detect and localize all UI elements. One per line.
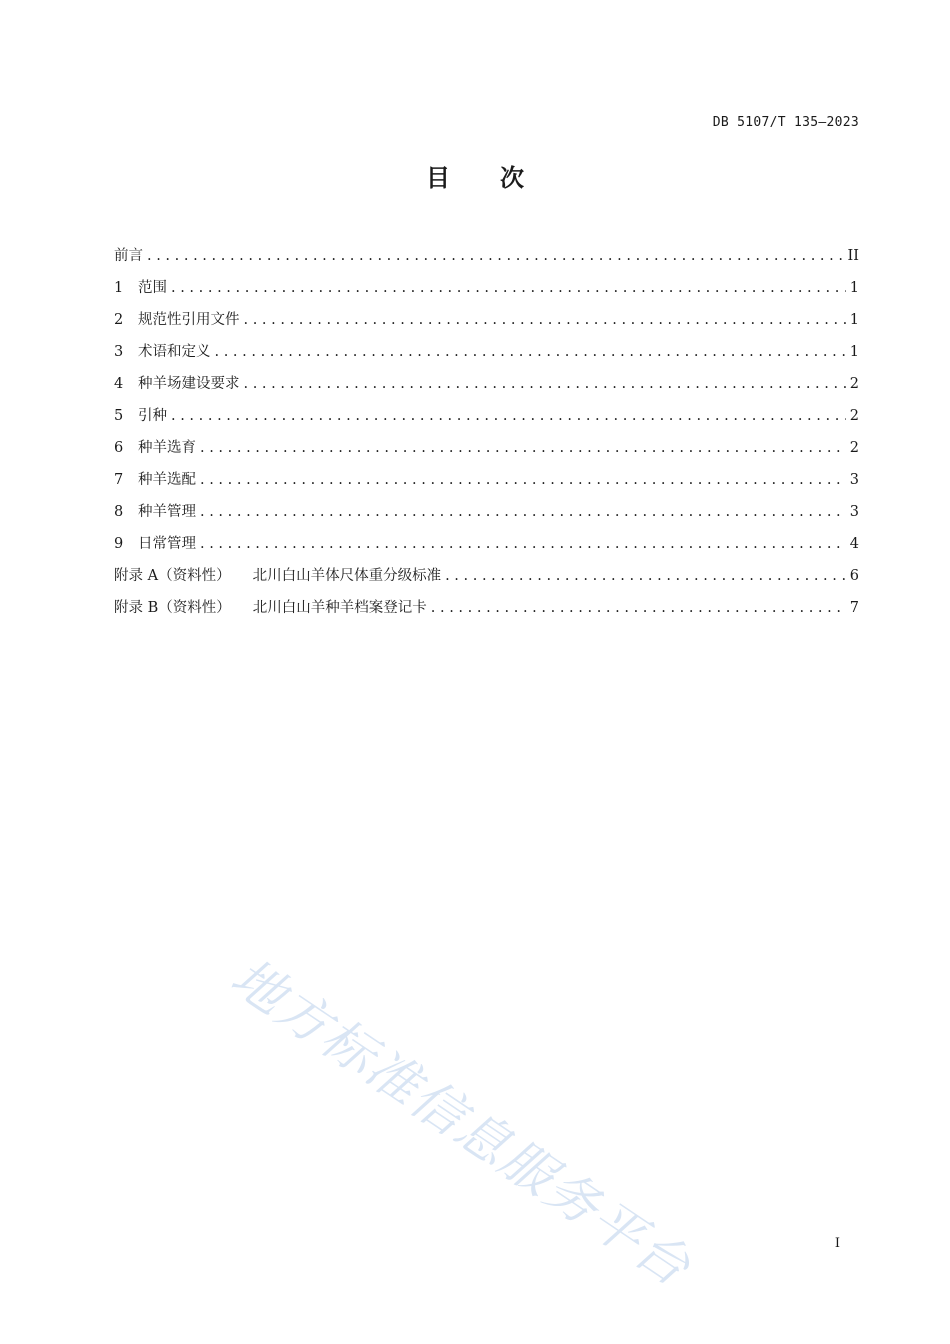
toc-entry-2[interactable] [114, 309, 859, 341]
watermark: 地方标准信息服务平台 [220, 947, 702, 1299]
toc-entry-appendix-b[interactable] [114, 597, 859, 629]
toc-dot-leader [200, 437, 846, 459]
toc-dot-leader [200, 501, 846, 523]
toc-entry-label: 范围 [138, 280, 167, 296]
toc-dot-leader [147, 245, 844, 267]
toc-entry-page: 3 [849, 472, 859, 488]
toc-entry-number: 8 [114, 504, 124, 520]
toc-entry-label: 种羊管理 [138, 504, 196, 520]
toc-entry-appendix-prefix: 附录 A（资料性） [114, 568, 231, 584]
toc-entry-number: 9 [114, 536, 124, 552]
toc-entry-8[interactable] [114, 501, 859, 533]
toc-entry-label: 前言 [114, 248, 143, 264]
toc-entry-page: 3 [849, 504, 859, 520]
toc-entry-label: 术语和定义 [138, 344, 211, 360]
toc-entry-label: 北川白山羊种羊档案登记卡 [252, 600, 427, 616]
toc-entry-appendix-a[interactable] [114, 565, 859, 597]
toc-entry-number: 3 [114, 344, 124, 360]
toc-dot-leader [171, 405, 846, 427]
page-number: I [834, 1236, 840, 1251]
toc-entry-label: 日常管理 [138, 536, 196, 552]
toc-entry-number: 4 [114, 376, 124, 392]
toc-dot-leader [215, 341, 846, 363]
toc-title-part-1: 目 [426, 164, 450, 192]
toc-entry-7[interactable] [114, 469, 859, 501]
toc-entry-1[interactable] [114, 277, 859, 309]
toc-entry-number: 7 [114, 472, 124, 488]
toc-entry-page: 1 [849, 344, 859, 360]
toc-entry-page: 1 [849, 280, 859, 296]
toc-entry-label: 种羊场建设要求 [138, 376, 240, 392]
toc-entry-5[interactable] [114, 405, 859, 437]
toc-dot-leader [431, 597, 846, 619]
toc-entry-label: 引种 [138, 408, 167, 424]
toc-entry-page: 2 [849, 408, 859, 424]
toc-entry-page: 1 [849, 312, 859, 328]
toc-entry-number: 5 [114, 408, 124, 424]
toc-entry-page: 4 [849, 536, 859, 552]
toc-entry-number: 1 [114, 280, 124, 296]
toc-dot-leader [171, 277, 846, 299]
toc-entry-label: 北川白山羊体尺体重分级标准 [252, 568, 442, 584]
toc-entry-number: 6 [114, 440, 124, 456]
toc-title [0, 158, 950, 193]
toc-entry-label: 规范性引用文件 [138, 312, 240, 328]
toc-entry-page: II [847, 248, 859, 264]
toc-dot-leader [244, 373, 846, 395]
toc-entry-foreword[interactable] [114, 245, 859, 277]
toc-dot-leader [200, 533, 846, 555]
table-of-contents [114, 245, 859, 629]
toc-entry-6[interactable] [114, 437, 859, 469]
toc-entry-appendix-prefix: 附录 B（资料性） [114, 600, 231, 616]
toc-entry-page: 7 [849, 600, 859, 616]
toc-dot-leader [244, 309, 846, 331]
toc-entry-number: 2 [114, 312, 124, 328]
toc-dot-leader [200, 469, 846, 491]
toc-entry-page: 6 [849, 568, 859, 584]
document-code: DB 5107/T 135—2023 [712, 115, 859, 130]
toc-entry-9[interactable] [114, 533, 859, 565]
toc-title-part-2: 次 [500, 164, 524, 192]
toc-entry-page: 2 [849, 440, 859, 456]
toc-entry-3[interactable] [114, 341, 859, 373]
toc-entry-4[interactable] [114, 373, 859, 405]
toc-dot-leader [445, 565, 846, 587]
toc-entry-page: 2 [849, 376, 859, 392]
toc-entry-label: 种羊选育 [138, 440, 196, 456]
toc-entry-label: 种羊选配 [138, 472, 196, 488]
